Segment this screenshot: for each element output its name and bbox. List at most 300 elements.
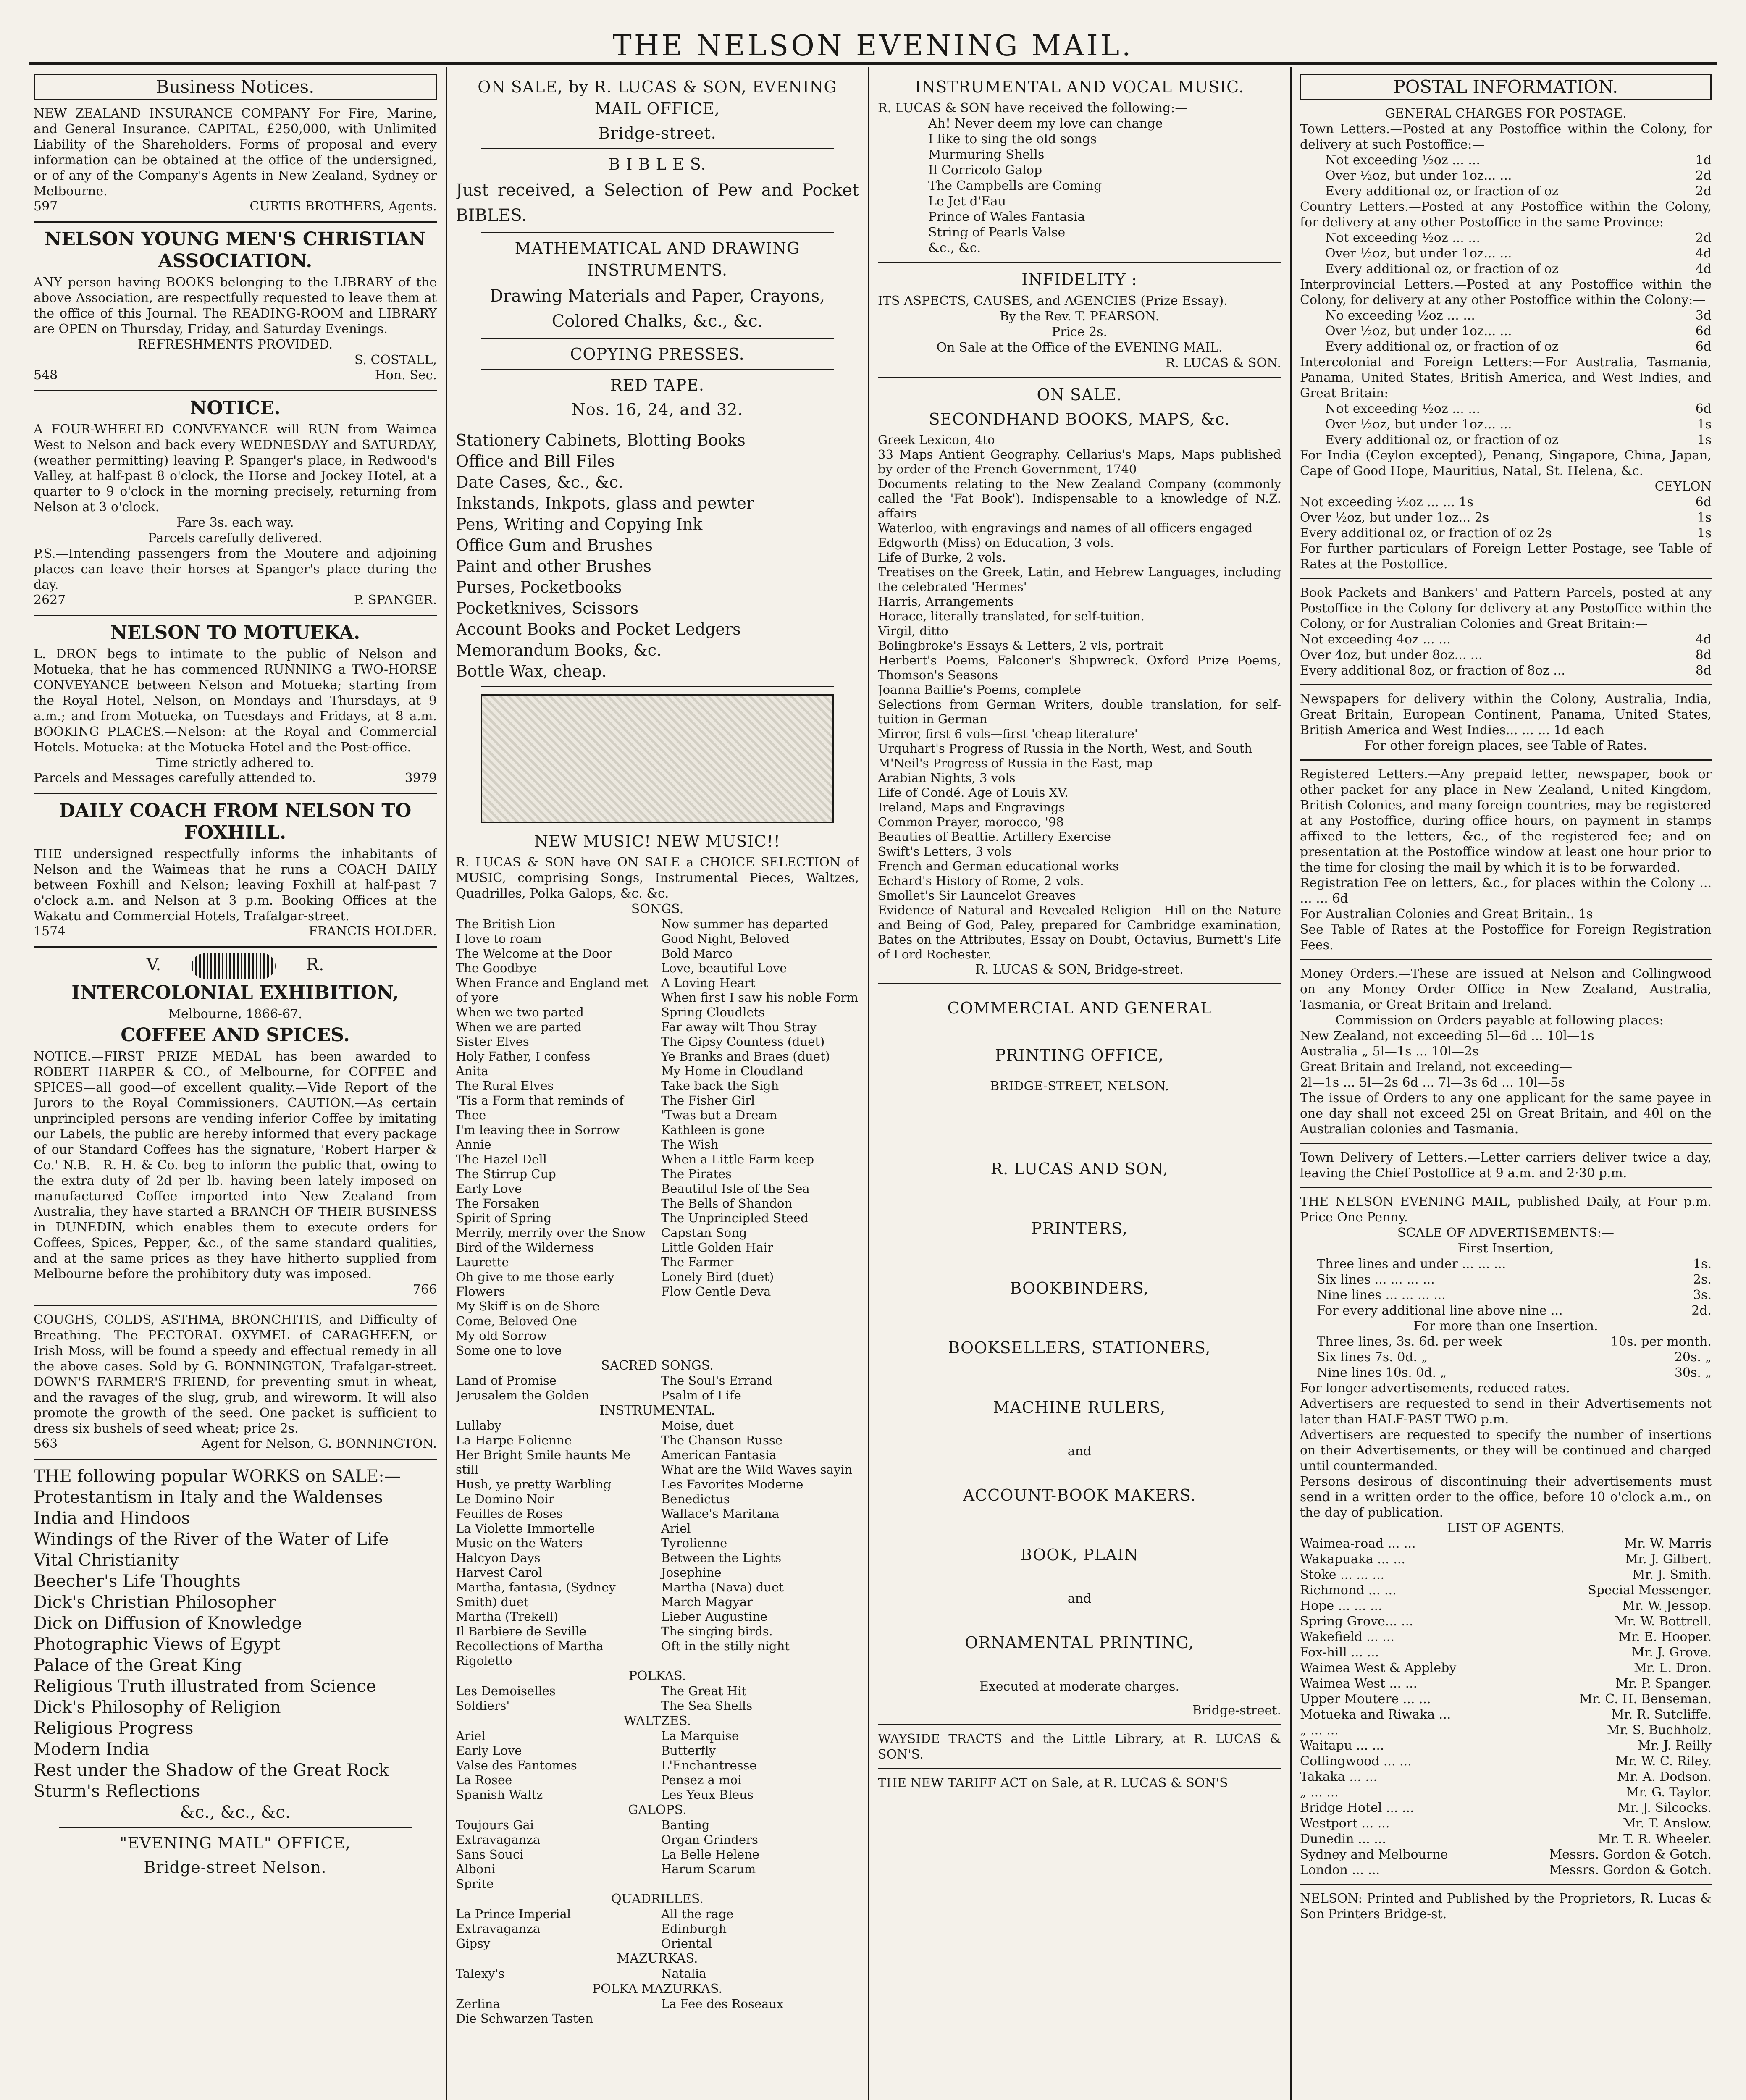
ad-heading: INTERCOLONIAL EXHIBITION,: [71, 982, 399, 1003]
song-title: Land of Promise: [456, 1373, 557, 1388]
song-title: I love to roam: [456, 932, 542, 946]
stationery-item: Date Cases, &c., &c.: [456, 473, 623, 491]
section-label: POLKA MAZURKAS.: [592, 1982, 723, 1996]
adv-req-2: Advertisers are requested to specify the number of insertions on their Advertisements, or they will be continued and charged until countermanded.: [1300, 1428, 1712, 1473]
row-value: Mr. C. H. Benseman.: [1579, 1692, 1712, 1706]
stationery-list: [456, 430, 859, 682]
piece-title: Le Domino Noir: [456, 1492, 554, 1506]
piece-title: Martha (Nava) duet: [661, 1580, 784, 1594]
piece-title: Il Barbiere de Seville: [456, 1624, 586, 1638]
bibles-heading: B I B L E S.: [608, 155, 706, 173]
registered-text: Registered Letters.—Any prepaid letter, newspaper, book or other packet for any place in New Zealand, United Kingdom, British Colonies, and many foreign countries, may be registered at any Postoffice, during office hours, on payment in stamps affixed to the letters, &c., of the registered fee; and on presentation at the Postoffice window at least one hour prior to the time for closing the mail by which it is to be forwarded.: [1300, 767, 1712, 875]
song-title: Little Golden Hair: [661, 1240, 773, 1255]
newspapers-foreign: For other foreign places, see Table of Rates.: [1364, 738, 1647, 753]
song-title: Bird of the Wilderness: [456, 1240, 594, 1255]
piece-title: All the rage: [661, 1907, 734, 1921]
divider: [59, 1827, 412, 1828]
ad-text: A FOUR-WHEELED CONVEYANCE will RUN from Waimea West to Nelson and back every WEDNESDAY and SATURDAY, (weather permitting) leaving P. Spanger's place, in Redwood's Valley, at half-past 8 o'clock, the Horse and Jockey Hotel, at a quarter to 9 o'clock in the morning precisely, returning from Nelson at 3 o'clock.: [34, 422, 437, 514]
piece-title: Halcyon Days: [456, 1551, 541, 1565]
column-1: [34, 74, 437, 2100]
divider: [1300, 1884, 1712, 1885]
ad-coughs: [34, 1312, 437, 1451]
song-title: The Wish: [661, 1137, 719, 1152]
ad-coach: [34, 800, 437, 939]
row-label: Collingwood ... ...: [1300, 1754, 1412, 1769]
row-value: 6d: [1695, 495, 1712, 509]
printing-office-heading: PRINTING OFFICE,: [995, 1046, 1164, 1064]
stationery-item: Office and Bill Files: [456, 452, 615, 470]
row-value: Mr. W. Marris: [1624, 1536, 1712, 1551]
rate-row: [1325, 184, 1712, 199]
row-value: 30s. „: [1674, 1365, 1712, 1380]
ad-heading: NELSON YOUNG MEN'S CHRISTIAN ASSOCIATION.: [45, 228, 426, 272]
song-title: Early Love: [456, 1181, 522, 1196]
sacred-left: [456, 1373, 654, 1403]
ad-line: &c., &c., &c.: [180, 1803, 291, 1822]
infidelity-author: By the Rev. T. PEARSON.: [999, 309, 1160, 324]
piece-title: Recollections of Martha: [456, 1639, 604, 1653]
divider: [878, 983, 1281, 984]
row-value: 3s.: [1693, 1288, 1712, 1302]
office-name: "EVENING MAIL" OFFICE,: [119, 1834, 351, 1852]
section-label: SONGS.: [631, 902, 684, 916]
row-label: „ ... ...: [1300, 1785, 1339, 1800]
agent-row: [1300, 1676, 1712, 1691]
song-title: Bold Marco: [661, 946, 733, 961]
piece-title: La Prince Imperial: [456, 1907, 571, 1921]
ad-signature: FRANCIS HOLDER.: [309, 924, 437, 939]
ad-signature: P. SPANGER.: [354, 593, 437, 607]
royal-crest-row: [34, 953, 437, 979]
song-title: When a Little Farm keep: [661, 1152, 814, 1166]
agent-row: [1300, 1862, 1712, 1878]
ad-line: REFRESHMENTS PROVIDED.: [137, 337, 333, 352]
galops-right: [661, 1818, 859, 1891]
ad-nz-insurance: [34, 106, 437, 214]
piece-title: Talexy's: [456, 1966, 505, 1981]
song-title: Merrily, merrily over the Snow: [456, 1226, 646, 1240]
rate-row: [1325, 168, 1712, 184]
further-text: For further particulars of Foreign Letter Postage, see Table of Rates at the Postoffice.: [1300, 541, 1712, 572]
song-title: Capstan Song: [661, 1226, 747, 1240]
business-notices-heading: Business Notices.: [34, 74, 437, 100]
book-title: Life of Burke, 2 vols.: [878, 550, 1006, 564]
more-heading: For more than one Insertion.: [1413, 1319, 1598, 1334]
waltzes-right: [661, 1729, 859, 1802]
piece-title: Lieber Augustine: [661, 1609, 768, 1624]
row-label: Bridge Hotel ... ...: [1300, 1801, 1414, 1815]
ad-heading: COFFEE AND SPICES.: [121, 1024, 350, 1046]
instr-right: [661, 1418, 859, 1668]
adv-req-1: Advertisers are requested to send in their Advertisements not later than HALF-PAST TWO p.m.: [1300, 1396, 1712, 1427]
commission-row: Australia „ 5l—1s ... 10l—2s: [1300, 1044, 1479, 1059]
agent-row: [1300, 1629, 1712, 1645]
piece-title: Butterfly: [661, 1743, 716, 1758]
piece-title: Extravaganza: [456, 1832, 541, 1847]
adv-req-3: Persons desirous of discontinuing their advertisements must send in a written order to the office, before 10 o'clock a.m., on the day of publication.: [1300, 1474, 1712, 1520]
piece-title: Martha, fantasia, (Sydney Smith) duet: [456, 1580, 616, 1609]
row-label: Motueka and Riwaka ...: [1300, 1707, 1451, 1722]
country-rates: [1300, 230, 1712, 277]
rate-row: [1317, 1365, 1712, 1381]
india-ceylon: CEYLON: [1654, 479, 1712, 494]
ad-line: Time strictly adhered to.: [156, 756, 314, 770]
song-title: My Home in Cloudland: [661, 1064, 804, 1078]
quad-left: [456, 1907, 654, 1951]
row-value: Mr. R. Sutcliffe.: [1611, 1707, 1712, 1722]
printing-address: BRIDGE-STREET, NELSON.: [990, 1079, 1169, 1094]
tariff-text: THE NEW TARIFF ACT on Sale, at R. LUCAS & SON'S: [878, 1776, 1228, 1790]
instr-left: [456, 1418, 654, 1668]
ad-number: 3979: [404, 771, 437, 785]
bookpackets-rates: [1300, 632, 1712, 678]
rate-row: [1317, 1349, 1712, 1365]
ad-motueka: [34, 622, 437, 785]
piece-title: Hush, ye pretty Warbling: [456, 1477, 612, 1491]
intercol-text: Intercolonial and Foreign Letters:—For Australia, Tasmania, Panama, United States, British America, and West Indies, and Great Britain:—: [1300, 355, 1712, 401]
section-label: GALOPS.: [628, 1803, 687, 1817]
song-title: The Farmer: [661, 1255, 734, 1269]
music-title: String of Pearls Valse: [928, 225, 1066, 240]
divider: [34, 793, 437, 794]
piece-title: The Sea Shells: [661, 1698, 753, 1713]
row-label: Not exceeding ½oz ... ...: [1325, 153, 1480, 168]
songs-list: [456, 917, 859, 1358]
music-intro: R. LUCAS & SON have ON SALE a CHOICE SELECTION of MUSIC, comprising Songs, Instrumental Pieces, Waltzes, Quadrilles, Polka Galops, &c. &c.: [456, 855, 859, 901]
book-title: Urquhart's Progress of Russia in the North, West, and South: [878, 741, 1252, 756]
ad-intro: THE following popular WORKS on SALE:—: [34, 1467, 401, 1486]
copying-heading: COPYING PRESSES.: [570, 345, 745, 363]
row-label: Every additional oz, or fraction of oz: [1325, 433, 1559, 447]
row-value: 4d: [1695, 632, 1712, 647]
piece-title: Banting: [661, 1818, 710, 1832]
piece-title: What are the Wild Waves sayin: [661, 1462, 853, 1477]
song-title: The Gipsy Countess (duet): [661, 1034, 825, 1049]
agent-row: [1300, 1551, 1712, 1567]
work-title: Protestantism in Italy and the Waldenses: [34, 1488, 383, 1507]
song-title: Flow Gentle Deva: [661, 1284, 771, 1299]
reg-fee-2: For Australian Colonies and Great Britain.. 1s: [1300, 907, 1593, 921]
row-value: Mr. G. Taylor.: [1626, 1785, 1712, 1800]
india-text: For India (Ceylon excepted), Penang, Singapore, China, Japan, Cape of Good Hope, Mauritius, Natal, St. Helena, &c.: [1300, 448, 1712, 478]
row-value: 6d: [1695, 339, 1712, 354]
ad-number: 563: [34, 1436, 58, 1451]
divider: [878, 1724, 1281, 1725]
row-label: Wakefield ... ...: [1300, 1630, 1394, 1644]
song-title: The Forsaken: [456, 1196, 540, 1210]
song-title: I'm leaving thee in Sorrow Annie: [456, 1123, 620, 1152]
row-label: Wakapuaka ... ...: [1300, 1552, 1405, 1567]
section-label: MAZURKAS.: [617, 1951, 698, 1966]
ad-exhibition: [34, 953, 437, 1297]
row-label: Every additional 8oz, or fraction of 8oz ...: [1300, 663, 1565, 678]
mazurkas-list: [456, 1966, 859, 1981]
infidelity-heading: INFIDELITY :: [1021, 270, 1137, 289]
money-text: Money Orders.—These are issued at Nelson and Collingwood on any Money Order Office in New Zealand, Australia, Tasmania, or Great Britain and Ireland.: [1300, 966, 1712, 1012]
issue-text: The issue of Orders to any one applicant for the same payee in one day shall not exceed 25l on Great Britain, and 40l on the Australian colonies and Tasmania.: [1300, 1091, 1712, 1137]
section-label: INSTRUMENTAL.: [599, 1403, 715, 1418]
piece-title: The singing birds.: [661, 1624, 773, 1638]
song-title: Beautiful Isle of the Sea: [661, 1181, 810, 1196]
agent-row: [1300, 1707, 1712, 1722]
general-heading: GENERAL CHARGES FOR POSTAGE.: [1385, 106, 1627, 121]
book-title: Virgil, ditto: [878, 624, 948, 638]
row-label: Richmond ... ...: [1300, 1583, 1397, 1598]
more-rates: [1300, 1334, 1712, 1381]
divider: [34, 1459, 437, 1460]
first-insertion: First Insertion,: [1457, 1241, 1554, 1256]
ad-number: 766: [412, 1282, 437, 1297]
book-title: Smollet's Sir Launcelot Greaves: [878, 888, 1076, 903]
commission-row: 2l—1s ... 5l—2s 6d ... 7l—3s 6d ... 10l—5s: [1300, 1075, 1565, 1090]
song-title: Sister Elves: [456, 1034, 529, 1049]
music-heading: NEW MUSIC! NEW MUSIC!!: [534, 832, 781, 850]
row-value: 10s. per month.: [1610, 1334, 1712, 1349]
book-title: 33 Maps Antient Geography. Cellarius's Maps, Maps published by order of the French Government, 1740: [878, 447, 1281, 476]
work-title: Dick's Philosophy of Religion: [34, 1698, 281, 1717]
book-title: Evidence of Natural and Revealed Religion—Hill on the Nature and Being of God, Paley, prepared for Cambridge examination, Bates on the Attributes, Essay on Doubt, Octavius, Burnett's Life of Lord Rochester.: [878, 903, 1281, 961]
piece-title: Benedictus: [661, 1492, 730, 1506]
row-value: Mr. W. Bottrell.: [1615, 1614, 1712, 1629]
town-delivery: Town Delivery of Letters.—Letter carriers deliver twice a day, leaving the Chief Postoffice at 9 a.m. and 2·30 p.m.: [1300, 1150, 1712, 1181]
piece-title: Josephine: [661, 1565, 722, 1580]
row-label: No exceeding ½oz ... ...: [1325, 308, 1475, 323]
row-value: 1s: [1697, 417, 1712, 432]
song-title: The Pirates: [661, 1167, 732, 1181]
ad-line: Parcels and Messages carefully attended to.: [34, 771, 316, 785]
divider: [878, 1768, 1281, 1769]
row-value: 8d: [1695, 648, 1712, 662]
rate-row: [1300, 494, 1712, 510]
divider: [878, 377, 1281, 378]
piece-title: Harvest Carol: [456, 1565, 542, 1580]
ornamental-heading: ORNAMENTAL PRINTING,: [965, 1633, 1194, 1652]
divider: [34, 1305, 437, 1306]
music-title: Ah! Never deem my love can change: [928, 116, 1163, 131]
column-divider: [1290, 67, 1292, 2100]
row-value: 2d: [1695, 168, 1712, 183]
piece-title: Lullaby: [456, 1418, 501, 1433]
row-value: Messrs. Gordon & Gotch.: [1549, 1847, 1712, 1862]
lucas-heading: R. LUCAS AND SON,: [990, 1160, 1168, 1178]
rate-row: [1325, 261, 1712, 277]
song-title: When we two parted: [456, 1005, 584, 1019]
stationery-item: Stationery Cabinets, Blotting Books: [456, 431, 746, 449]
piece-title: Spanish Waltz: [456, 1788, 543, 1802]
piece-title: Her Bright Smile haunts Me still: [456, 1448, 631, 1477]
waltzes-list: [456, 1729, 859, 1802]
row-value: 1s: [1697, 526, 1712, 541]
rate-row: [1317, 1287, 1712, 1303]
piece-title: Early Love: [456, 1743, 522, 1758]
pmaz-left: [456, 1997, 654, 2026]
commercial-heading: COMMERCIAL AND GENERAL: [947, 999, 1212, 1017]
song-title: Good Night, Beloved: [661, 932, 790, 946]
agent-row: [1300, 1754, 1712, 1769]
piece-title: Feuilles de Roses: [456, 1507, 563, 1521]
interprov-text: Interprovincial Letters.—Posted at any Postoffice within the Colony, for delivery at any other Postoffice within the Colony:—: [1300, 277, 1712, 307]
piece-title: Toujours Gai: [456, 1818, 534, 1832]
song-title: The Welcome at the Door: [456, 946, 612, 961]
executed-text: Executed at moderate charges.: [979, 1679, 1179, 1694]
work-title: Dick on Diffusion of Knowledge: [34, 1614, 302, 1633]
waltzes-left: [456, 1729, 654, 1802]
scale-heading: SCALE OF ADVERTISEMENTS:—: [1397, 1226, 1615, 1240]
rate-row: [1325, 230, 1712, 246]
song-title: 'Tis a Form that reminds of Thee: [456, 1093, 624, 1122]
column-4: [1300, 74, 1712, 2100]
row-label: Over 4oz, but under 8oz... ...: [1300, 648, 1483, 662]
song-title: Oh give to me those early Flowers: [456, 1270, 614, 1299]
agent-row: [1300, 1583, 1712, 1598]
divider: [34, 946, 437, 948]
agent-row: [1300, 1800, 1712, 1816]
divider: [481, 338, 834, 339]
song-title: Lonely Bird (duet): [661, 1270, 774, 1284]
divider: [481, 148, 834, 149]
work-title: Beecher's Life Thoughts: [34, 1572, 241, 1591]
masthead: THE NELSON EVENING MAIL.: [612, 29, 1134, 63]
piece-title: Organ Grinders: [661, 1832, 758, 1847]
book-title: Waterloo, with engravings and names of all officers engaged: [878, 521, 1252, 535]
row-value: 3d: [1695, 308, 1712, 323]
song-title: The Bells of Shandon: [661, 1196, 793, 1210]
piece-title: The Great Hit: [661, 1684, 746, 1698]
piece-title: Music on the Waters: [456, 1536, 583, 1550]
bibles-text: Just received, a Selection of Pew and Pocket BIBLES.: [456, 181, 859, 225]
music-title: Le Jet d'Eau: [928, 194, 1006, 209]
ad-text: ANY person having BOOKS belonging to the LIBRARY of the above Association, are respectfully requested to leave them at the office of this Journal. The READING-ROOM and LIBRARY are OPEN on Thursday, Friday, and Saturday Evenings.: [34, 275, 437, 336]
row-value: Mr. A. Dodson.: [1617, 1769, 1712, 1784]
infidelity-price: Price 2s.: [1051, 325, 1108, 339]
book-title: Edgworth (Miss) on Education, 3 vols.: [878, 536, 1114, 550]
song-title: Take back the Sigh: [661, 1079, 779, 1093]
row-label: Sydney and Melbourne: [1300, 1847, 1448, 1862]
row-label: Not exceeding ½oz ... ...: [1325, 402, 1480, 416]
instr-vocal-list: [878, 116, 1281, 256]
row-value: 6d: [1695, 324, 1712, 339]
infidelity-sale: On Sale at the Office of the EVENING MAIL.: [936, 340, 1223, 355]
row-label: Every additional oz, or fraction of oz 2s: [1300, 526, 1552, 541]
divider: [1300, 578, 1712, 579]
vr-right: R.: [306, 955, 324, 974]
ad-text: P.S.—Intending passengers from the Moutere and adjoining places can leave their horses at Spanger's place during the day.: [34, 546, 437, 592]
polkas-left: [456, 1684, 654, 1713]
row-value: 2s.: [1693, 1272, 1712, 1287]
song-title: My old Sorrow: [456, 1328, 547, 1343]
work-title: Sturm's Reflections: [34, 1782, 200, 1801]
row-value: 1s: [1697, 510, 1712, 525]
india-rates: [1300, 494, 1712, 541]
row-value: Mr. T. R. Wheeler.: [1598, 1832, 1712, 1846]
song-title: Laurette: [456, 1255, 509, 1269]
row-label: Not exceeding ½oz ... ...: [1325, 231, 1480, 245]
column-divider: [446, 67, 447, 2100]
piece-title: La Marquise: [661, 1729, 739, 1743]
section-label: SACRED SONGS.: [601, 1358, 714, 1373]
office-address: Bridge-street Nelson.: [144, 1858, 327, 1877]
book-title: Mirror, first 6 vols—first 'cheap literature': [878, 727, 1138, 741]
mail-intro: THE NELSON EVENING MAIL, published Daily, at Four p.m. Price One Penny.: [1300, 1194, 1712, 1225]
row-value: 8d: [1695, 663, 1712, 678]
song-title: Love, beautiful Love: [661, 961, 787, 975]
infidelity-text: ITS ASPECTS, CAUSES, and AGENCIES (Prize Essay).: [878, 294, 1228, 308]
book-title: Joanna Baillie's Poems, complete: [878, 682, 1081, 697]
and-text: and: [1067, 1591, 1092, 1606]
piece-title: Ariel: [456, 1729, 486, 1743]
work-title: Religious Progress: [34, 1719, 194, 1738]
book-title: Common Prayer, morocco, '98: [878, 815, 1064, 829]
piece-title: Natalia: [661, 1966, 706, 1981]
row-label: Every additional oz, or fraction of oz: [1325, 339, 1559, 354]
row-value: Mr. J. Gilbert.: [1625, 1552, 1712, 1567]
book-title: Documents relating to the New Zealand Company (commonly called the 'Fat Book'). Indispensable to a knowledge of N.Z. affairs: [878, 477, 1281, 520]
song-title: Now summer has departed: [661, 917, 829, 931]
row-label: London ... ...: [1300, 1863, 1380, 1877]
agent-row: [1300, 1738, 1712, 1754]
secondhand-heading: SECONDHAND BOOKS, MAPS, &c.: [929, 410, 1230, 428]
redtape-numbers: Nos. 16, 24, and 32.: [571, 400, 743, 419]
longer-text: For longer advertisements, reduced rates.: [1300, 1381, 1570, 1396]
ad-signature: Hon. Sec.: [375, 368, 437, 383]
row-label: Dunedin ... ...: [1300, 1832, 1386, 1846]
music-instruments-engraving: [481, 694, 834, 823]
row-value: Mr. J. Smith.: [1632, 1567, 1712, 1582]
row-value: Mr. W. Jessop.: [1622, 1599, 1712, 1613]
row-label: Over ½oz, but under 1oz... ...: [1325, 168, 1512, 183]
agent-row: [1300, 1598, 1712, 1614]
agent-row: [1300, 1816, 1712, 1831]
song-title: Ye Branks and Braes (duet): [661, 1049, 830, 1063]
work-title: Rest under the Shadow of the Great Rock: [34, 1761, 389, 1780]
ad-number: 1574: [34, 924, 66, 939]
row-label: Over ½oz, but under 1oz... ...: [1325, 246, 1512, 261]
piece-title: American Fantasia: [661, 1448, 777, 1462]
piece-title: Valse des Fantomes: [456, 1758, 577, 1772]
ad-popular-works: [34, 1466, 437, 1878]
row-label: Not exceeding ½oz ... ... 1s: [1300, 495, 1473, 509]
work-title: Religious Truth illustrated from Science: [34, 1677, 376, 1696]
book-title: Treatises on the Greek, Latin, and Hebrew Languages, including the celebrated 'Hermes': [878, 565, 1281, 594]
piece-title: Les Demoiselles: [456, 1684, 556, 1698]
row-value: Mr. E. Hooper.: [1618, 1630, 1712, 1644]
row-label: Six lines 7s. 0d. „: [1317, 1350, 1428, 1365]
work-title: Palace of the Great King: [34, 1656, 242, 1675]
agent-row: [1300, 1614, 1712, 1629]
song-title: Come, Beloved One: [456, 1314, 577, 1328]
agent-row: [1300, 1769, 1712, 1785]
galops-list: [456, 1818, 859, 1891]
rate-row: [1325, 401, 1712, 417]
piece-title: Rigoletto: [456, 1654, 512, 1668]
masthead-rule: [29, 62, 1717, 65]
song-title: Psalm of Life: [661, 1388, 741, 1402]
royal-crest-icon: [192, 953, 276, 979]
vr-left: V.: [146, 955, 161, 974]
divider: [1300, 684, 1712, 685]
row-label: Nine lines ... ... ... ...: [1317, 1288, 1446, 1302]
sacred-list: [456, 1373, 859, 1403]
song-title: The Rural Elves: [456, 1079, 554, 1093]
row-value: 4d: [1695, 262, 1712, 276]
intercol-rates: [1300, 401, 1712, 448]
sale-intro: ON SALE, by R. LUCAS & SON, EVENING MAIL OFFICE,: [478, 78, 837, 118]
row-value: 2d.: [1691, 1303, 1712, 1318]
quadrilles-list: [456, 1907, 859, 1951]
song-title: The Hazel Dell: [456, 1152, 547, 1166]
rate-row: [1325, 323, 1712, 339]
book-title: M'Neil's Progress of Russia in the East, map: [878, 756, 1153, 770]
